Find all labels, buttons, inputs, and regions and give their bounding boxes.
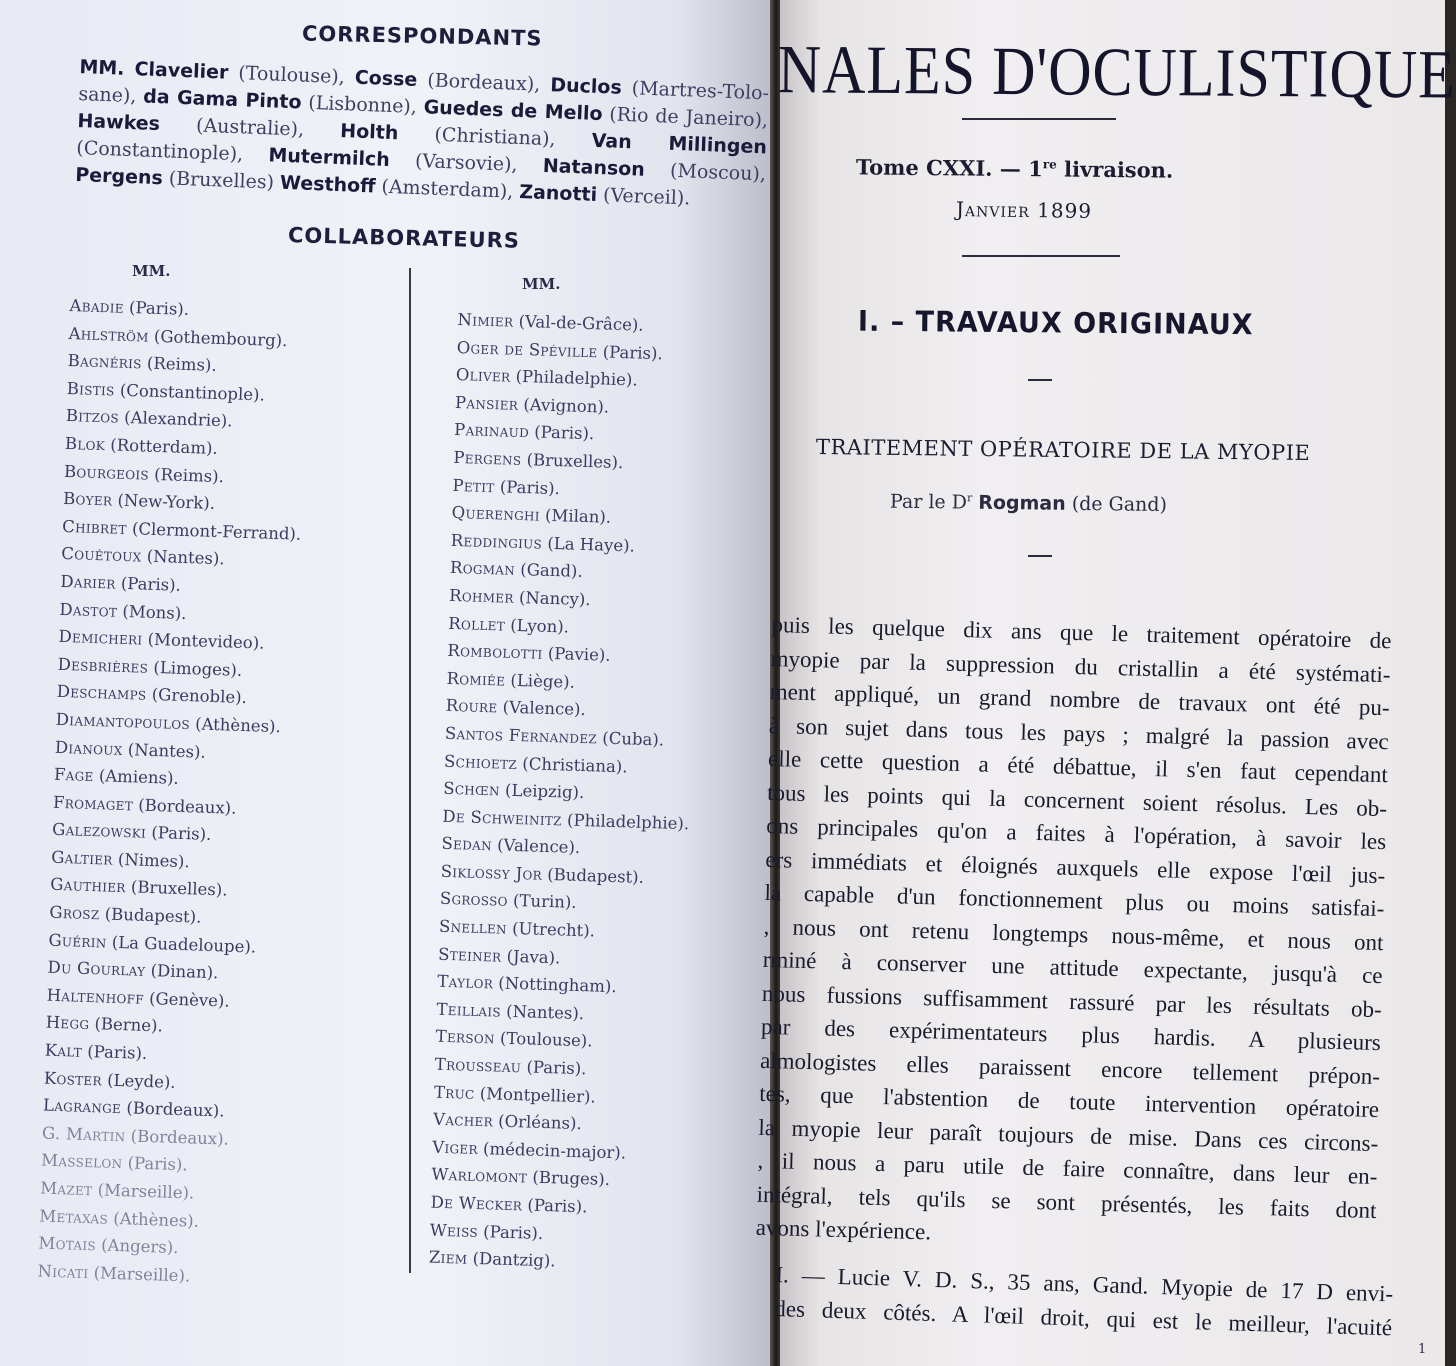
collaborateur-place: (Nantes). bbox=[146, 547, 225, 569]
collaborateur-name: De Wecker bbox=[430, 1192, 523, 1215]
byline-author: Rogman bbox=[978, 491, 1066, 515]
collaborateur-name: De Schweinitz bbox=[442, 806, 563, 830]
mm-label-left: MM. bbox=[132, 262, 171, 280]
collaborateur-place: (Bruxelles). bbox=[130, 877, 228, 901]
collaborateur-place: (Turin). bbox=[512, 891, 577, 913]
collaborateur-place: (Dantzig). bbox=[472, 1249, 556, 1271]
byline-sup: r bbox=[966, 491, 973, 505]
collaborateur-name: Roure bbox=[445, 696, 498, 717]
collaborateur-place: (Paris). bbox=[151, 823, 212, 845]
text-line: myopie par la suppression du cristallin a été systémati- bbox=[770, 645, 1391, 687]
collaborateur-name: Querenghi bbox=[451, 503, 541, 525]
collaborateur-place: (Utrecht). bbox=[511, 919, 596, 941]
collaborateur-name: Grosz bbox=[49, 902, 100, 924]
collaborateur-name: Koster bbox=[43, 1068, 103, 1090]
collaborateur-place: (Valence). bbox=[502, 697, 586, 720]
column-divider bbox=[409, 268, 411, 1273]
text-line: nous fussions suffisamment rassuré par les résultats ob- bbox=[761, 980, 1383, 1022]
collaborateur-place: (Paris). bbox=[482, 1221, 544, 1243]
collaborateur-place: (Milan). bbox=[544, 505, 612, 527]
collaborateur-name: Du Gourlay bbox=[47, 957, 146, 981]
page-number: 1 bbox=[1418, 1342, 1427, 1357]
collaborateur-place: (Bruxelles). bbox=[526, 450, 624, 473]
collaborateur-name: Reddingius bbox=[450, 530, 543, 553]
collaborateur-place: (Liège). bbox=[510, 670, 576, 692]
correspondant-place: Janeiro), bbox=[685, 106, 769, 132]
collaborateur-place: (Reims). bbox=[153, 464, 225, 486]
journal-title: NALES D'OCULISTIQUE bbox=[777, 31, 1456, 113]
collaborateur-name: Fromaget bbox=[52, 792, 134, 815]
collaborateur-name: Bagnéris bbox=[67, 351, 143, 373]
text-line: puis les quelque dix ans que le traitement opératoire de bbox=[771, 611, 1392, 654]
date-rule bbox=[962, 255, 1120, 257]
collaborateur-name: Galezowski bbox=[51, 819, 147, 843]
collaborateurs-list-right bbox=[429, 306, 705, 1279]
collaborateur-name: Blok bbox=[64, 433, 106, 455]
collaborateur-name: Ahlström bbox=[68, 323, 150, 346]
collaborateur-name: Pansier bbox=[454, 392, 519, 414]
collaborateur-place: (Paris). bbox=[127, 1153, 188, 1175]
text-line: des deux côtés. A l'œil droit, qui est le meilleur, l'acuité bbox=[774, 1295, 1393, 1341]
collaborateur-name: Diamantopoulos bbox=[55, 709, 191, 734]
issue-sup: re bbox=[1042, 157, 1057, 172]
collaborateur-place: (Orléans). bbox=[497, 1111, 582, 1134]
issue-line bbox=[856, 154, 1174, 182]
article-title: TRAITEMENT OPÉRATOIRE DE LA MYOPIE bbox=[815, 434, 1311, 466]
collaborateur-name: Trousseau bbox=[434, 1054, 522, 1077]
text-line: elle cette question a été débattue, il s'en faut cependant bbox=[767, 745, 1389, 788]
collaborateur-place: (Montpellier). bbox=[479, 1083, 597, 1107]
collaborateur-name: Desbrières bbox=[57, 654, 149, 677]
byline-prefix: Par le D bbox=[889, 490, 968, 514]
collaborateur-name: Gauthier bbox=[50, 875, 126, 897]
collaborateur-name: Taylor bbox=[437, 971, 494, 993]
collaborateur-place: (Paris). bbox=[533, 422, 595, 444]
correspondant-place: (Bruxelles) bbox=[168, 167, 275, 194]
collaborateur-place: (Berne). bbox=[94, 1014, 164, 1036]
collaborateur-name: Bourgeois bbox=[63, 461, 150, 484]
text-line: rminé à conserver une attitude expectante, jusqu'à ce bbox=[762, 946, 1383, 989]
correspondant-name: Pergens bbox=[74, 163, 164, 190]
collaborateur-name: Siklossy Jor bbox=[440, 861, 543, 884]
mm-label-right: MM. bbox=[522, 275, 561, 293]
mm-prefix: MM. bbox=[79, 55, 125, 80]
collaborateur-place: (Angers). bbox=[100, 1235, 179, 1258]
correspondant-place: (Christiana), bbox=[434, 123, 556, 151]
collaborateur-place: (Avignon). bbox=[523, 394, 610, 417]
collaborateur-name: Rohmer bbox=[448, 585, 515, 607]
text-line: par des expérimentateurs plus hardis. A plusieurs bbox=[760, 1013, 1382, 1056]
collaborateur-name: Rogman bbox=[449, 558, 516, 580]
collaborateur-name: Ziem bbox=[428, 1247, 468, 1268]
collaborateur-place: (Paris). bbox=[526, 1057, 587, 1079]
correspondant-name: Natanson bbox=[542, 154, 646, 181]
collaborateur-place: (Rotterdam). bbox=[109, 435, 219, 458]
collaborateur-name: Chibret bbox=[61, 516, 128, 538]
collaborateur-name: Terson bbox=[435, 1027, 496, 1048]
collaborateur-name: Kalt bbox=[44, 1040, 83, 1061]
collaborateur-place: (Bruges). bbox=[532, 1168, 611, 1190]
collaborateur-name: Parinaud bbox=[453, 420, 530, 442]
collaborateur-name: Bitzos bbox=[65, 406, 120, 428]
collaborateur-name: Snellen bbox=[438, 916, 508, 938]
correspondants-paragraph bbox=[75, 54, 770, 215]
collaborateur-place: (La Guadeloupe). bbox=[111, 932, 257, 957]
correspondant-name: da Gama Pinto bbox=[142, 85, 302, 114]
collaborateur-place: (Philadelphie). bbox=[566, 810, 690, 833]
collaborateur-place: (Philadelphie). bbox=[515, 366, 638, 390]
collaborateur-name: Oger de Spéville bbox=[456, 337, 598, 361]
text-line: là capable d'un fonctionnement plus ou moins satisfai- bbox=[764, 879, 1385, 922]
title-rule bbox=[962, 118, 1116, 120]
collaborateur-name: Pergens bbox=[453, 447, 522, 469]
collaborateur-name: Petit bbox=[452, 475, 495, 496]
collaborateur-place: (Bordeaux). bbox=[130, 1126, 230, 1149]
article-body bbox=[755, 608, 1391, 1261]
collaborateur-place: (Leyde). bbox=[106, 1070, 176, 1092]
text-line: I. — Lucie V. D. S., 35 ans, Gand. Myopie de 17 D envi- bbox=[775, 1261, 1394, 1307]
section-dash bbox=[1028, 379, 1052, 381]
collaborateur-place: (Marseille). bbox=[93, 1263, 191, 1286]
collaborateurs-list-left bbox=[37, 292, 309, 1293]
text-line: ers immédiats et éloignés auxquels elle expose l'œil jus- bbox=[765, 846, 1386, 888]
collaborateur-name: Masselon bbox=[40, 1150, 123, 1173]
collaborateur-place: (Leipzig). bbox=[504, 780, 585, 803]
text-line: la myopie leur paraît toujours de mise. Dans ces circons- bbox=[758, 1114, 1379, 1156]
collaborateur-place: (Alexandrie). bbox=[123, 408, 233, 431]
collaborateur-place: (Valence). bbox=[496, 835, 581, 858]
correspondant-name: Westhoff bbox=[279, 171, 376, 198]
correspondant-place: (Bordeaux), bbox=[426, 69, 541, 96]
collaborateur-place: (Nottingham). bbox=[498, 973, 617, 997]
collaborateur-place: (Nantes). bbox=[127, 739, 207, 762]
collaborateur-place: (Nantes). bbox=[505, 1001, 585, 1024]
collaborateur-place: (Toulouse). bbox=[499, 1029, 593, 1051]
correspondant-name: Clavelier bbox=[134, 58, 229, 84]
collaborateur-name: Santos Fernandez bbox=[444, 723, 598, 748]
collaborateur-name: Steiner bbox=[437, 944, 502, 966]
correspondant-place: (Varsovie), bbox=[414, 149, 518, 176]
collaborateur-place: (Nimes). bbox=[117, 849, 190, 872]
collaborateur-place: (Paris). bbox=[527, 1195, 588, 1217]
collaborateur-place: (Athènes). bbox=[194, 714, 282, 737]
collaborateur-name: Rollet bbox=[448, 613, 506, 635]
collaborateur-name: Sgrosso bbox=[439, 889, 509, 911]
collaborateur-place: (Clermont-Ferrand). bbox=[131, 518, 302, 544]
correspondant-place: (Moscou), bbox=[669, 159, 767, 186]
correspondant-place: (Toulouse), bbox=[237, 62, 346, 89]
collaborateur-name: Bistis bbox=[66, 378, 115, 400]
collaborateur-name: Viger bbox=[432, 1137, 479, 1158]
observation-text bbox=[774, 1258, 1394, 1345]
correspondant-name: Duclos bbox=[549, 74, 623, 99]
text-line: tous les points qui la concernent soient résolus. Les ob- bbox=[766, 779, 1388, 821]
collaborateur-name: Darier bbox=[60, 571, 116, 593]
collaborateur-name: Demicheri bbox=[58, 626, 143, 649]
issue-tome: Tome CXXI. — 1 bbox=[855, 154, 1043, 182]
byline bbox=[890, 490, 1167, 516]
collaborateur-place: (Budapest). bbox=[546, 864, 645, 887]
collaborateur-place: (Christiana). bbox=[522, 753, 628, 776]
collaborateur-place: (La Haye). bbox=[547, 533, 636, 556]
collaborateur-place: (Gand). bbox=[520, 560, 583, 582]
collaborateur-name: Vacher bbox=[432, 1109, 494, 1131]
collaborateur-place: (Constantinople). bbox=[119, 380, 266, 405]
collaborateur-name: Rombolotti bbox=[447, 640, 543, 663]
collaborateur-name: Romiée bbox=[446, 668, 506, 690]
collaborateur-name: Hegg bbox=[45, 1013, 90, 1034]
collaborateur-name: Sedan bbox=[441, 834, 493, 855]
collaborateur-place: (Grenoble). bbox=[151, 685, 248, 708]
byline-dash bbox=[1028, 555, 1052, 557]
collaborateur-place: (Limoges). bbox=[153, 657, 243, 680]
collaborateur-place: (Lyon). bbox=[510, 615, 570, 637]
text-line: avons l'expérience. bbox=[755, 1214, 932, 1245]
collaborateur-place: (Marseille). bbox=[97, 1180, 195, 1203]
correspondant-place: sane), bbox=[78, 82, 137, 108]
text-line: , nous ont retenu longtemps nous-même, et nous ont bbox=[763, 913, 1384, 955]
correspondant-name: Van Millingen bbox=[591, 129, 768, 159]
correspondant-place: (Amsterdam), bbox=[381, 175, 514, 203]
collaborateur-place: (Pavie). bbox=[547, 644, 611, 665]
text-line: ment appliqué, un grand nombre de travaux ont été pu- bbox=[769, 678, 1390, 721]
collaborateur-place: (Bordeaux). bbox=[138, 795, 237, 818]
correspondant-name: Holth bbox=[339, 120, 399, 145]
collaborateur-name: Warlomont bbox=[431, 1165, 528, 1187]
collaborateur-name: Abadie bbox=[69, 295, 125, 317]
right-page bbox=[755, 0, 1456, 1366]
collaborateur-name: Motais bbox=[38, 1233, 97, 1255]
collaborateur-name: Guérin bbox=[48, 930, 107, 952]
issue-date: Janvier 1899 bbox=[955, 197, 1093, 223]
collaborateur-name: Dastot bbox=[59, 599, 118, 621]
collaborateur-place: (Nancy). bbox=[518, 587, 591, 610]
text-line: almologistes elles paraissent encore tellement prépon- bbox=[759, 1047, 1381, 1089]
collaborateur-name: Mazet bbox=[39, 1178, 93, 1200]
collaborateur-place: (Reims). bbox=[146, 353, 217, 376]
collaborateur-place: (Amiens). bbox=[98, 766, 179, 788]
collaborateur-place: (New-York). bbox=[117, 490, 216, 514]
collaborateur-name: Nimier bbox=[457, 309, 514, 331]
correspondant-place: (Verceil). bbox=[602, 184, 691, 210]
correspondants-heading: CORRESPONDANTS bbox=[301, 21, 543, 51]
collaborateur-place: (Paris). bbox=[120, 573, 182, 595]
collaborateur-name: Deschamps bbox=[56, 682, 147, 705]
section-title: I. – TRAVAUX ORIGINAUX bbox=[857, 305, 1254, 342]
collaborateur-place: (médecin-major). bbox=[482, 1138, 627, 1163]
collaborateur-name: G. Martin bbox=[41, 1123, 126, 1146]
collaborateur-name: Lagrange bbox=[42, 1095, 122, 1118]
collaborateur-place: (Mons). bbox=[122, 601, 187, 623]
correspondant-place: (Australie), bbox=[195, 114, 305, 141]
text-line: intégral, tels qu'ils se sont présentés, les faits dont bbox=[756, 1181, 1377, 1223]
text-line: ons principales qu'on a faites à l'opération, à savoir les bbox=[765, 812, 1387, 855]
collaborateur-place: (Montevideo). bbox=[147, 629, 265, 653]
collaborateur-place: (Java). bbox=[506, 946, 561, 968]
collaborateur-name: Truc bbox=[433, 1082, 475, 1103]
collaborateur-place: (Dinan). bbox=[150, 961, 219, 983]
collaborateur-place: (Athènes). bbox=[113, 1208, 200, 1231]
collaborateur-name: Dianoux bbox=[54, 737, 123, 759]
collaborateur-place: (Paris). bbox=[602, 342, 663, 363]
collaborateur-name: Metaxas bbox=[39, 1206, 109, 1228]
collaborateur-place: (Bordeaux). bbox=[126, 1098, 225, 1121]
issue-livraison: livraison. bbox=[1056, 156, 1174, 183]
correspondant-name: Hawkes bbox=[77, 109, 161, 136]
correspondant-name: Cosse bbox=[354, 66, 418, 91]
correspondant-place: (Rio de bbox=[608, 103, 680, 129]
collaborateur-place: (Cuba). bbox=[602, 728, 665, 750]
collaborateur-place: (Paris). bbox=[86, 1042, 148, 1064]
correspondant-name: Mutermilch bbox=[268, 144, 391, 171]
correspondant-place: (Martres-Tolo- bbox=[631, 77, 770, 105]
text-line: tes, que l'abstention de toute intervention opératoire bbox=[758, 1080, 1380, 1123]
correspondant-name: Guedes de Mello bbox=[423, 96, 603, 126]
collaborateur-name: Couétoux bbox=[61, 544, 142, 566]
collaborateur-place: (Gothembourg). bbox=[153, 326, 288, 350]
collaborateur-name: Nicati bbox=[37, 1261, 89, 1282]
collaborateur-place: (Paris). bbox=[499, 476, 561, 498]
text-line: à son sujet dans tous les pays ; malgré la passion avec bbox=[768, 712, 1390, 754]
correspondant-place: (Constantinople), bbox=[75, 136, 244, 166]
collaborateurs-heading: COLLABORATEURS bbox=[287, 223, 521, 253]
correspondant-place: (Lisbonne), bbox=[307, 91, 418, 118]
collaborateur-place: (Budapest). bbox=[104, 904, 202, 927]
collaborateur-name: Boyer bbox=[62, 489, 113, 510]
byline-suffix: (de Gand) bbox=[1071, 492, 1168, 517]
collaborateur-place: (Paris). bbox=[128, 297, 190, 319]
collaborateur-name: Oliver bbox=[455, 365, 511, 386]
collaborateur-place: (Val-de-Grâce). bbox=[518, 311, 644, 335]
collaborateur-name: Schioetz bbox=[443, 751, 518, 773]
text-line: , il nous a paru utile de faire connaître, dans leur en- bbox=[757, 1147, 1378, 1190]
collaborateur-place: (Genève). bbox=[148, 988, 230, 1011]
collaborateur-name: Fage bbox=[53, 764, 94, 786]
collaborateur-name: Weiss bbox=[429, 1220, 479, 1241]
collaborateur-name: Schœn bbox=[442, 778, 501, 800]
correspondant-name: Zanotti bbox=[518, 180, 598, 206]
collaborateur-name: Haltenhoff bbox=[46, 985, 145, 1008]
collaborateur-name: Teillais bbox=[436, 999, 502, 1021]
collaborateur-name: Galtier bbox=[50, 847, 114, 869]
